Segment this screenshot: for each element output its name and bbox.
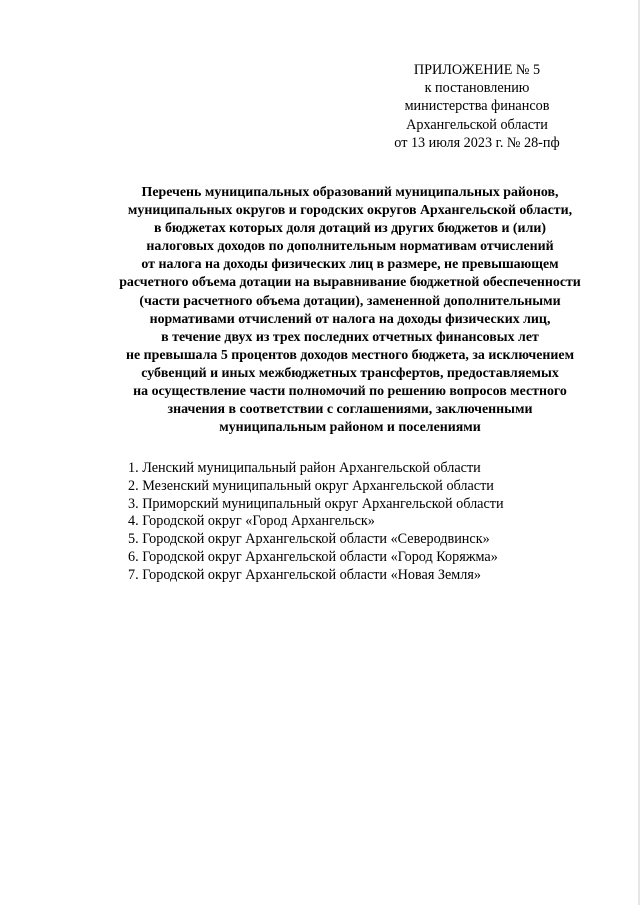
list-item: 7. Городской округ Архангельской области «Новая Земля» xyxy=(128,566,481,583)
title-line: от налога на доходы физических лиц в размере, не превышающем xyxy=(141,257,559,273)
title-line: муниципальным районом и поселениями xyxy=(219,420,481,436)
list-item: 4. Городской округ «Город Архангельск» xyxy=(128,513,375,530)
list-item: 5. Городской округ Архангельской области «Северодвинск» xyxy=(128,531,490,548)
approval-line-resolution: к постановлению xyxy=(424,80,530,97)
approval-line-date-number: от 13 июля 2023 г. № 28-пф xyxy=(394,134,560,151)
approval-line-ministry: министерства финансов xyxy=(404,98,550,115)
title-line: субвенций и иных межбюджетных трансфертов, предоставляемых xyxy=(141,365,559,381)
municipality-list xyxy=(128,460,504,585)
title-line: (части расчетного объема дотации), замененной дополнительными xyxy=(139,293,561,309)
approval-block xyxy=(372,61,582,152)
list-item: 2. Мезенский муниципальный округ Архангельской области xyxy=(128,477,494,494)
title-line: в бюджетах которых доля дотаций из других бюджетов и (или) xyxy=(153,221,546,237)
title-line: муниципальных округов и городских округов Архангельской области, xyxy=(127,203,573,219)
title-line: Перечень муниципальных образований муниципальных районов, xyxy=(141,185,559,200)
title-line: значения в соответствии с соглашениями, заключенными xyxy=(167,402,533,418)
title-line: в течение двух из трех последних отчетных финансовых лет xyxy=(161,329,539,345)
title-line: не превышала 5 процентов доходов местного бюджета, за исключением xyxy=(125,347,575,363)
approval-line-region: Архангельской области xyxy=(406,116,548,133)
title-line: расчетного объема дотации на выравнивание бюджетной обеспеченности xyxy=(119,275,581,291)
list-item: 6. Городской округ Архангельской области «Город Коряжма» xyxy=(128,548,498,565)
title-line: на осуществление части полномочий по решению вопросов местного xyxy=(133,384,567,400)
list-item: 3. Приморский муниципальный округ Архангельской области xyxy=(128,495,504,512)
approval-heading: ПРИЛОЖЕНИЕ № 5 xyxy=(413,62,541,78)
document-title xyxy=(70,184,630,437)
title-line: налоговых доходов по дополнительным нормативам отчислений xyxy=(146,239,554,255)
list-item: 1. Ленский муниципальный район Архангельской области xyxy=(128,460,481,476)
title-line: нормативами отчислений от налога на доходы физических лиц, xyxy=(149,311,551,327)
